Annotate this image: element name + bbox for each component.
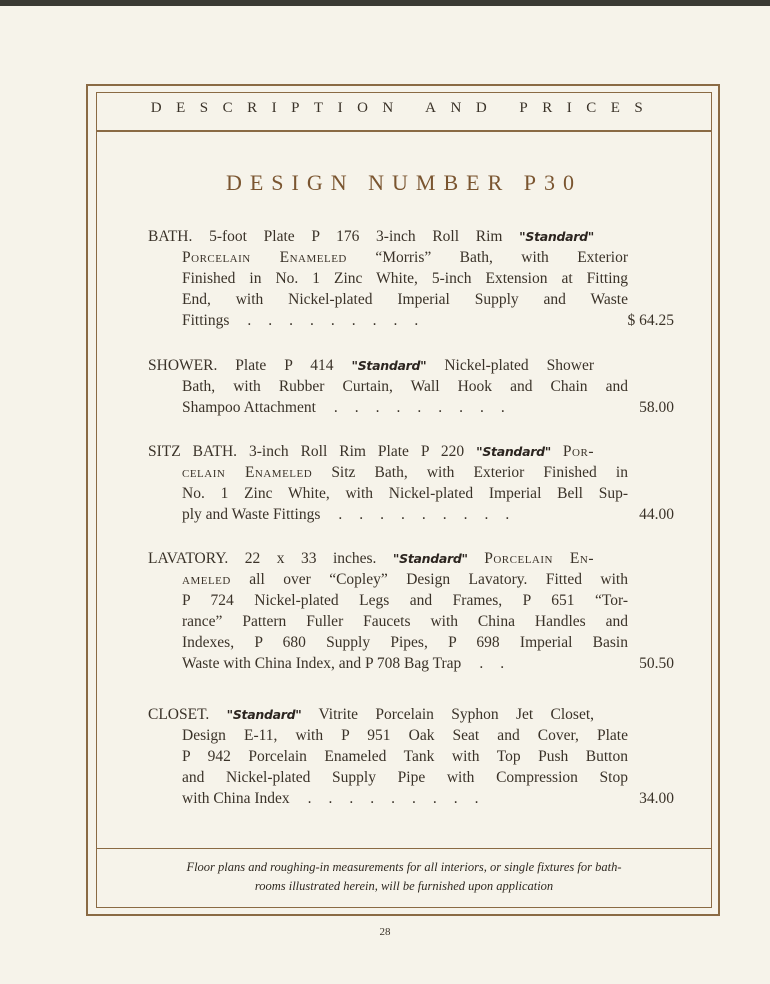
dot-leaders: .. [479, 655, 522, 672]
page-top-edge [0, 0, 770, 6]
page-number: 28 [379, 926, 391, 938]
item-name: BATH. [148, 228, 193, 245]
design-title: DESIGN NUMBER P30 [225, 170, 583, 195]
item-name: SITZ BATH. [148, 443, 238, 460]
price-bath: $ 64.25 [627, 312, 674, 329]
price-lavatory: 50.50 [639, 655, 674, 672]
standard-brand-mark: "Standard" [351, 358, 427, 373]
page-header: DESCRIPTION AND PRICES [150, 100, 658, 116]
dot-leaders: ......... [307, 790, 496, 807]
header-rule [96, 130, 712, 132]
entry-closet: CLOSET. "Standard" Vitrite Porcelain Syphon Jet Closet, Design E-11, with P 951 Oak Seat and Cover, Plate P 942 Porcelain Enameled Tank with Top Push Button and Nickel-plated Supply Pipe with Compression Stop with China Index ......... 34.00 [148, 706, 674, 807]
footer-rule [96, 848, 712, 849]
standard-brand-mark: "Standard" [476, 444, 551, 459]
entry-shower: SHOWER. Plate P 414 "Standard" Nickel-plated Shower Bath, with Rubber Curtain, Wall Hook and Chain and Shampoo Attachment ......... 58.00 [148, 357, 674, 416]
dot-leaders: ......... [247, 312, 436, 329]
entry-lavatory: LAVATORY. 22 x 33 inches. "Standard" Porcelain En- ameled all over “Copley” Design Lavatory. Fitted with P 724 Nickel-plated Legs and Frames, P 651 “Tor- rance” Pattern Fuller Faucets with China Handles and Indexes, P 680 Supply Pipes, P 698 Imperial Basin Waste with China Index, and P 708 Bag Trap .. 50.50 [148, 550, 674, 672]
entry-bath: BATH. 5-foot Plate P 176 3-inch Roll Rim "Standard" Porcelain Enameled “Morris” Bath, with Exterior Finished in No. 1 Zinc White, 5-inch Extension at Fitting End, with Nickel-plated Imperial Supply and Waste Fittings ......... $ 64.25 [148, 228, 674, 329]
dot-leaders: ......... [338, 506, 527, 523]
item-name: SHOWER. [148, 357, 218, 374]
standard-brand-mark: "Standard" [392, 551, 468, 566]
dot-leaders: ......... [333, 399, 522, 416]
price-closet: 34.00 [639, 790, 674, 807]
footer-note: Floor plans and roughing-in measurements for all interiors, or single fixtures for bath- rooms illustrated herein, will be furnished upon application [186, 860, 622, 893]
item-name: LAVATORY. [148, 550, 229, 567]
standard-brand-mark: "Standard" [519, 229, 594, 244]
standard-brand-mark: "Standard" [226, 707, 302, 722]
entry-sitz-bath: SITZ BATH. 3-inch Roll Rim Plate P 220 "Standard" Por- celain Enameled Sitz Bath, with Exterior Finished in No. 1 Zinc White, with Nickel-plated Imperial Bell Sup- ply and Waste Fittings ......... 44.00 [148, 443, 674, 523]
price-shower: 58.00 [639, 399, 674, 416]
item-name: CLOSET. [148, 706, 210, 723]
price-sitz-bath: 44.00 [639, 506, 674, 523]
